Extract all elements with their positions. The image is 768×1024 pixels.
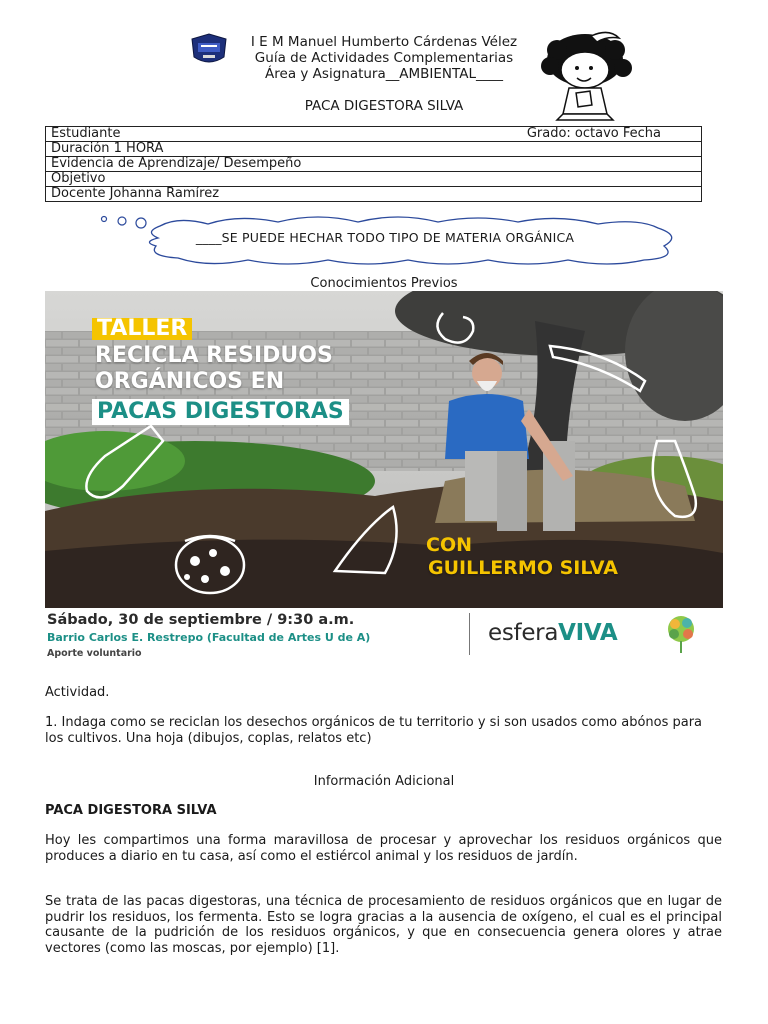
student-label: Estudiante [51, 126, 121, 141]
student-row [46, 127, 702, 142]
poster-footer-divider [469, 613, 470, 655]
esferaviva-logo-text [488, 620, 617, 646]
poster-fee-note: Aporte voluntario [47, 648, 142, 659]
evidence-row: Evidencia de Aprendizaje/ Desempeño [46, 157, 702, 172]
document-header [0, 34, 768, 114]
flower-logo-icon [661, 613, 701, 655]
workshop-poster [45, 291, 723, 664]
poster-headline-line1: RECICLA RESIDUOS [95, 343, 333, 368]
guide-title: Guía de Actividades Complementarias [254, 50, 514, 66]
activity-item-1: 1. Indaga como se reciclan los desechos orgánicos de tu territorio y si son usados como abónos para los cultivos. Una hoja (dibujos, coplas, relatos etc) [45, 715, 703, 746]
document-title: PACA DIGESTORA SILVA [304, 98, 464, 114]
poster-headline-line3: PACAS DIGESTORAS [92, 399, 349, 425]
poster-taller-label: TALLER [92, 318, 192, 340]
poster-headline-line2: ORGÁNICOS EN [95, 369, 285, 394]
poster-location: Barrio Carlos E. Restrepo (Facultad de Artes U de A) [47, 631, 371, 644]
school-name: I E M Manuel Humberto Cárdenas Vélez [250, 34, 518, 50]
mafalda-illustration-icon [533, 30, 645, 122]
brand-part-b: VIVA [558, 620, 618, 646]
subject-area: Área y Asignatura__AMBIENTAL____ [265, 66, 503, 82]
paragraph-2: Se trata de las pacas digestoras, una técnica de procesamiento de residuos orgánicos que en lugar de pudrir los residuos, los fermenta. Esto se logra gracias a la ausencia de oxígeno, el cual es el principal causante de la pudrición de los residuos orgánicos, y que en consecuencia genera olores y atrae vectores (como las moscas, por ejemplo) [1]. [45, 894, 722, 956]
poster-footer [45, 608, 723, 664]
prior-knowledge-heading: Conocimientos Previos [310, 276, 458, 291]
student-info-table [45, 126, 702, 202]
poster-con-label: CON [426, 534, 472, 556]
paragraph-1: Hoy les compartimos una forma maravillosa de procesar y aprovechar los residuos orgánicos que produces a diario en tu casa, así como el estiércol animal y los residuos de jardín. [45, 833, 722, 864]
duration-row: Duración 1 HORA [46, 142, 702, 157]
brand-part-a: esfera [488, 620, 559, 646]
poster-date: Sábado, 30 de septiembre / 9:30 a.m. [47, 612, 355, 628]
poster-speaker-name: GUILLERMO SILVA [428, 557, 618, 579]
grade-date-label: Grado: octavo Fecha [526, 126, 661, 141]
additional-info-heading: Información Adicional [313, 774, 455, 789]
cloud-callout-text: ____SE PUEDE HECHAR TODO TIPO DE MATERIA ORGÁNICA [195, 230, 575, 245]
teacher-row: Docente Johanna Ramírez [46, 187, 702, 202]
activity-heading: Actividad. [45, 685, 110, 700]
cloud-text-value: SE PUEDE HECHAR TODO TIPO DE MATERIA ORGÁNICA [221, 230, 575, 245]
objective-row: Objetivo [46, 172, 702, 187]
section-title: PACA DIGESTORA SILVA [45, 803, 217, 818]
